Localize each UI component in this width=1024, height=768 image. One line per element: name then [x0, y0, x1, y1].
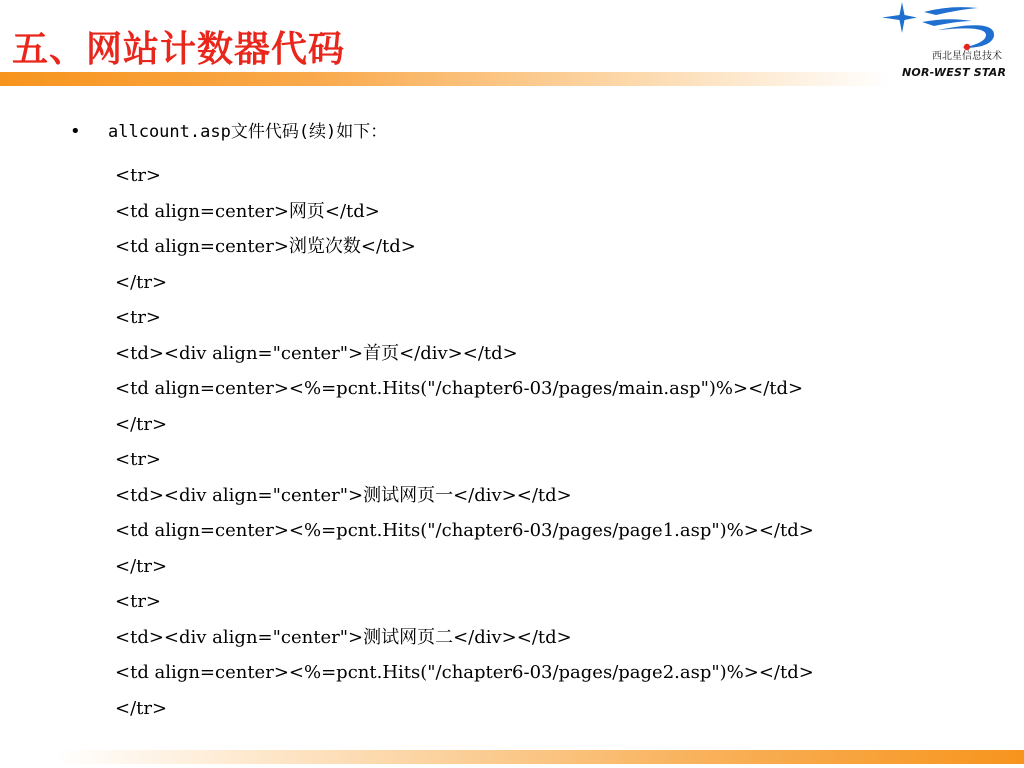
code-line: <td><div align="center">测试网页二</div></td> — [115, 626, 572, 648]
code-line: <tr> — [115, 307, 162, 328]
code-line: <td align=center>网页</td> — [115, 200, 380, 222]
code-line: <td align=center>浏览次数</td> — [115, 236, 416, 257]
code-line: </tr> — [115, 697, 168, 719]
slide-title: 五、网站计数器代码 — [12, 29, 346, 70]
footer-bar — [55, 750, 1024, 764]
code-line: <tr> — [115, 591, 162, 612]
logo-chinese-name: 西北星信息技术 — [932, 51, 1002, 62]
bullet-text: allcount.asp文件代码(续)如下： — [108, 122, 388, 142]
bullet-item — [70, 118, 387, 146]
company-logo — [878, 0, 1024, 82]
code-line: </tr> — [115, 271, 168, 293]
code-line: <td><div align="center">首页</div></td> — [115, 342, 518, 364]
code-line: <tr> — [115, 449, 162, 470]
code-line: </tr> — [115, 413, 168, 435]
code-line: <td align=center><%=pcnt.Hits("/chapter6-03/pages/page1.asp")%></td> — [115, 520, 814, 541]
bullet-marker: • — [70, 121, 81, 142]
code-line: </tr> — [115, 555, 168, 577]
code-block — [115, 162, 814, 730]
logo-english-name: NOR-WEST STAR — [902, 66, 1007, 79]
code-line: <td align=center><%=pcnt.Hits("/chapter6-03/pages/main.asp")%></td> — [115, 378, 804, 399]
title-underline-bar — [0, 72, 890, 86]
code-line: <td align=center><%=pcnt.Hits("/chapter6-03/pages/page2.asp")%></td> — [115, 662, 814, 683]
code-line: <td><div align="center">测试网页一</div></td> — [115, 484, 572, 506]
code-line: <tr> — [115, 165, 162, 186]
